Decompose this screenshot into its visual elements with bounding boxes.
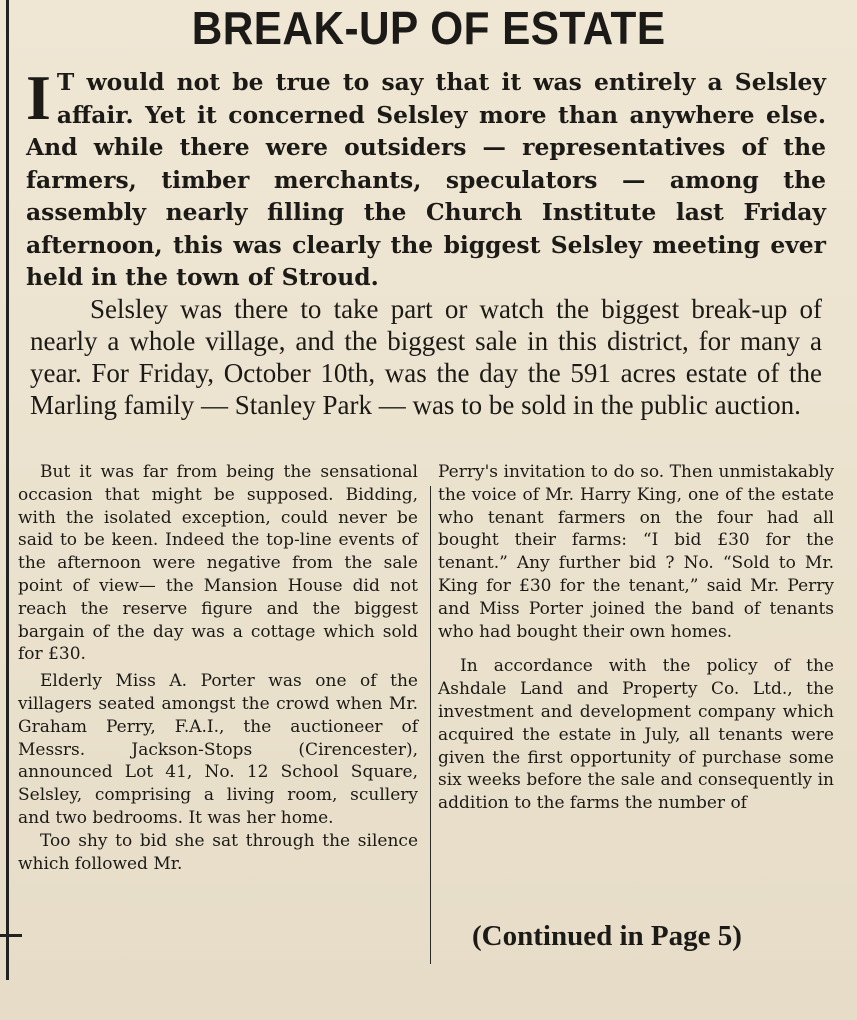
left-paragraph-3: Too shy to bid she sat through the silence which followed Mr. — [18, 830, 418, 874]
left-paragraph-2: Elderly Miss A. Porter was one of the villagers seated amongst the crowd when Mr. Graham Perry, F.A.I., the auctioneer of Messrs. Jackson-Stops (Cirencester), announced Lot 41, No. 12 School Square, Selsley, comprising a living room, scullery and two bedrooms. It was her home. — [18, 671, 418, 828]
left-column — [18, 461, 418, 875]
lead-text: T would not be true to say that it was entirely a Selsley affair. Yet it concerned Selsley more than anywhere else. And while there were outsiders — representatives of the farmers, timber merchants, speculators — among the assembly nearly filling the Church Institute last Friday afternoon, this was clearly the biggest Selsley meeting ever held in the town of Stroud. — [26, 68, 826, 291]
column-rule — [6, 0, 9, 980]
headline: BREAK-UP OF ESTATE — [191, 2, 666, 54]
right-paragraph-2: In accordance with the policy of the Ashdale Land and Property Co. Ltd., the investment and development company which acquired the estate in July, all tenants were given the first opportunity of purchase some six weeks before the sale and consequently in addition to the farms the number of — [438, 656, 834, 814]
right-paragraph-1: Perry's invitation to do so. Then unmistakably the voice of Mr. Harry King, one of the estate who tenant farmers on the four had all bought their farms: “I bid £30 for the tenant.” Any further bid ? No. “Sold to Mr. King for £30 for the tenant,” said Mr. Perry and Miss Porter joined the band of tenants who had bought their own homes. — [438, 462, 834, 642]
right-column — [438, 461, 834, 815]
left-paragraph-1: But it was far from being the sensational occasion that might be supposed. Bidding, with the isolated exception, could never be said to be keen. Indeed the top-line events of the afternoon were negative from the sale point of view— the Mansion House did not reach the reserve figure and the biggest bargain of the day was a cottage which sold for £30. — [18, 462, 418, 665]
drop-cap: I — [26, 62, 51, 133]
lead-paragraph — [26, 62, 826, 294]
column-divider — [430, 486, 431, 964]
intro-paragraph: Selsley was there to take part or watch the biggest break-up of nearly a whole village, and the biggest sale in this district, for many a year. For Friday, October 10th, was the day the 591 acres estate of the Marling family — Stanley Park — was to be sold in the public auction. — [30, 294, 822, 420]
continued-notice: (Continued in Page 5) — [472, 920, 742, 952]
margin-mark — [0, 934, 22, 937]
